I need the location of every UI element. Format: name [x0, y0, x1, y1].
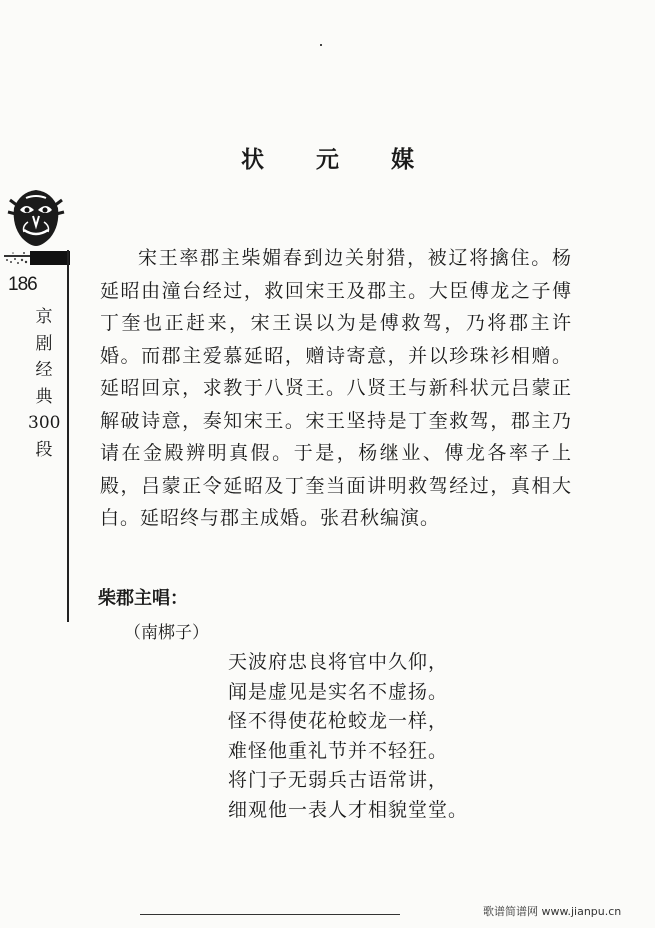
lyric-line: 怪不得使花枪蛟龙一样， — [228, 710, 449, 732]
series-char: 典 — [35, 386, 53, 407]
opera-mask-emblem-icon — [6, 186, 66, 248]
synopsis-paragraph: 宋王率郡主柴媚春到边关射猎，被辽将擒住。杨延昭由潼台经过，救回宋王及郡主。大臣傅龙之子傅丁奎也正赶来，宋王误以为是傅救驾，乃将郡主许婚。而郡主爱慕延昭，赠诗寄意，并以珍珠衫相赠。延昭回京，求教于八贤王。八贤王与新科状元吕蒙正解破诗意，奏知宋王。宋王坚持是丁奎救驾，郡主乃请在金殿辨明真假。于是，杨继业、傅龙各率子上殿，吕蒙正令延昭及丁奎当面讲明救驾经过，真相大白。延昭终与郡主成婚。张君秋编演。 — [100, 247, 572, 529]
watermark-text: 歌谱简谱网 www.jianpu.cn — [483, 905, 622, 918]
series-char: 300 — [28, 413, 61, 433]
lyrics-block — [228, 648, 468, 825]
page-number: 186 — [8, 274, 37, 295]
lyric-line: 难怪他重礼节并不轻狂。 — [228, 739, 449, 762]
series-char: 经 — [35, 360, 53, 380]
role-heading: 柴郡主唱： — [98, 588, 188, 609]
lyric-line: 将门子无弱兵古语常讲， — [228, 769, 449, 791]
lyric-line: 闻是虚见是实名不虚扬。 — [228, 680, 449, 703]
lyric-line: 细观他一表人才相貌堂堂。 — [228, 798, 469, 821]
margin-rule — [67, 250, 69, 622]
book-series-title — [28, 304, 60, 463]
tune-name: （南梆子） — [124, 623, 209, 643]
series-char: 京 — [35, 307, 53, 327]
decorative-speckle-band — [4, 251, 70, 265]
lyric-line: 天波府忠良将官中久仰， — [228, 651, 449, 673]
series-char: 段 — [35, 439, 53, 460]
page-title: 状 元 媒 — [240, 147, 436, 173]
scan-dot — [320, 44, 322, 46]
series-char: 剧 — [35, 333, 53, 354]
bottom-rule — [140, 914, 400, 915]
